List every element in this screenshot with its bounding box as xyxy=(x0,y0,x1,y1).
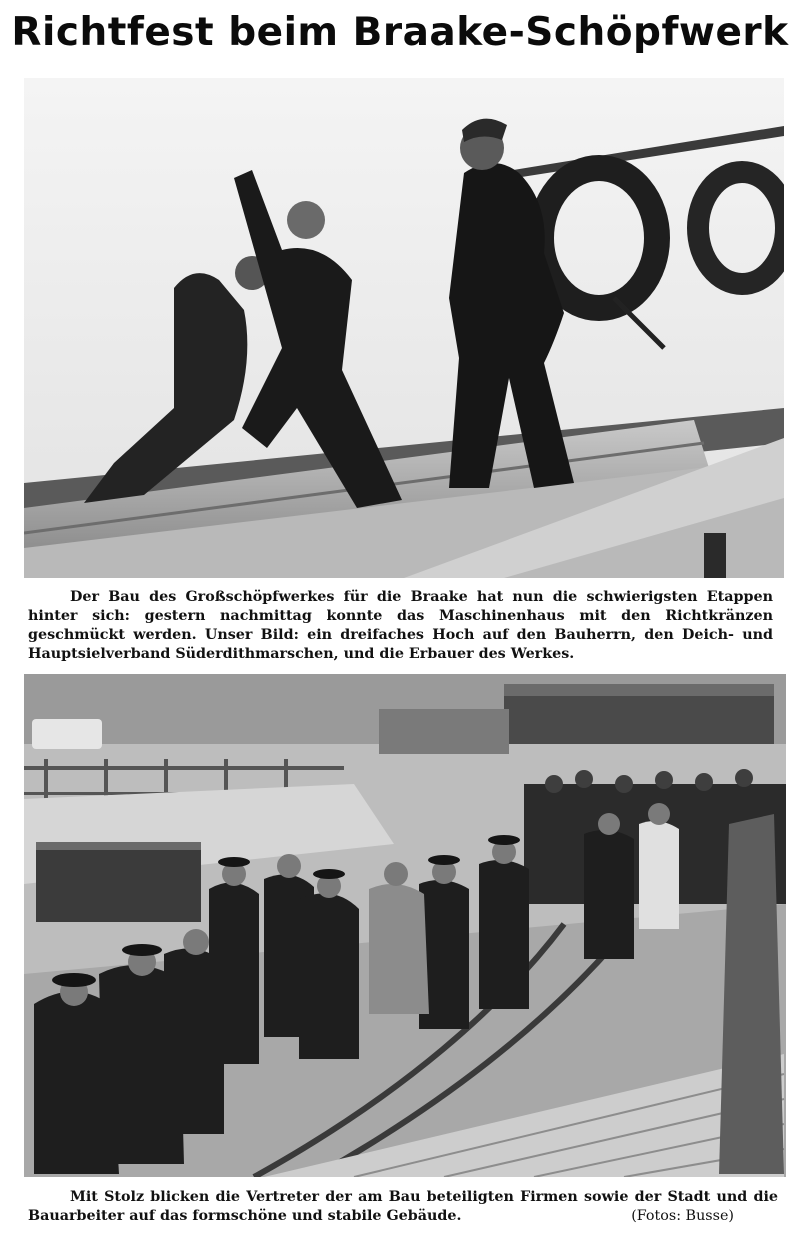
photo-bottom-caption-text: Mit Stolz blicken die Vertreter der am Bau beteiligten Firmen sowie der Stadt und die Bauarbeiter auf das formschöne und stabile Gebäude. xyxy=(28,1189,778,1224)
photo-top-caption: Der Bau des Großschöpfwerkes für die Braake hat nun die schwierigsten Etappen hinter sich: gestern nachmittag konnte das Maschinenhaus mit den Richtkränzen geschmückt werden. Unser Bild: ein dreifaches Hoch auf den Bauherrn, den Deich- und Hauptsielverband Süderdithmarschen, und die Erbauer des Werkes. xyxy=(28,589,773,662)
photo-credit: (Fotos: Busse) xyxy=(631,1208,734,1224)
photo-topping-out-ceremony xyxy=(24,78,784,578)
photo-bottom-caption xyxy=(28,1188,778,1226)
headline: Richtfest beim Braake-Schöpfwerk xyxy=(11,10,789,55)
photo-officials-at-site xyxy=(24,674,786,1177)
